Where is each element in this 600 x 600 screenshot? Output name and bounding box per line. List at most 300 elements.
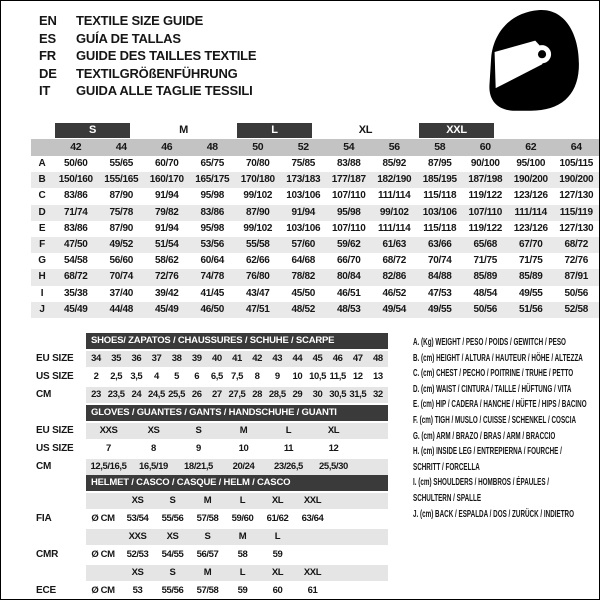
measure-cell: 67/70 bbox=[518, 238, 543, 250]
measure-cell: 99/102 bbox=[243, 222, 273, 234]
size-cell: M bbox=[203, 567, 212, 578]
measure-cell: 49/54 bbox=[382, 303, 407, 315]
legend-item bbox=[413, 444, 600, 475]
section-title: GLOVES / GUANTES / GANTS / HANDSCHUHE / GUANTI bbox=[86, 405, 388, 421]
value-cell: 55/56 bbox=[161, 585, 184, 596]
section-row bbox=[36, 441, 388, 457]
measure-cell: 68/72 bbox=[382, 255, 407, 267]
row-label: CM bbox=[36, 389, 52, 400]
legend-line: C. (cm) CHEST / PECHO / POITRINE / TRUHE / PETTO bbox=[413, 368, 574, 380]
measure-cell: 95/100 bbox=[516, 158, 546, 169]
value-cell: 30 bbox=[312, 389, 323, 400]
measure-cell: 70/80 bbox=[245, 158, 270, 169]
unit-cell: Ø CM bbox=[91, 549, 115, 560]
size-cell: XL bbox=[271, 567, 284, 578]
size-cell: 52 bbox=[297, 141, 309, 153]
measure-cell: 68/72 bbox=[564, 238, 589, 250]
row-values bbox=[86, 583, 388, 599]
size-band-xxl: XXL bbox=[419, 123, 494, 138]
measure-cell: 51/54 bbox=[154, 238, 179, 250]
measure-cell: 123/126 bbox=[513, 222, 548, 234]
measure-cell: 185/195 bbox=[422, 174, 457, 186]
row-label: US SIZE bbox=[36, 443, 74, 454]
measure-cell: 155/165 bbox=[104, 174, 139, 186]
measure-cell: 190/200 bbox=[513, 174, 548, 186]
size-cell: 54 bbox=[343, 141, 355, 153]
value-cell: 38 bbox=[171, 353, 182, 364]
unit-cell bbox=[86, 493, 120, 509]
measure-cell: 64/68 bbox=[291, 255, 316, 267]
measure-cell: 55/65 bbox=[109, 158, 134, 169]
value-cell: 44 bbox=[292, 353, 303, 364]
helmet-values-row-fia bbox=[36, 511, 388, 527]
value-cell: 30,5 bbox=[329, 389, 347, 400]
value-cell: 24,5 bbox=[148, 389, 165, 400]
measure-cell: 68/72 bbox=[63, 271, 88, 283]
size-cell: XS bbox=[166, 531, 179, 542]
value-cell: 53 bbox=[132, 585, 143, 596]
measure-cell: 170/180 bbox=[240, 174, 275, 186]
measure-cell: 111/114 bbox=[514, 206, 547, 218]
value-cell: 25,5/30 bbox=[319, 461, 348, 472]
size-cell: XS bbox=[131, 495, 144, 506]
language-code: FR bbox=[39, 48, 56, 63]
size-cell: 48 bbox=[206, 141, 218, 153]
size-cell: L bbox=[239, 495, 246, 506]
legend-line: H. (cm) INSIDE LEG / ENTREPIERNA / FOURCHE / bbox=[413, 446, 562, 458]
legend-line: G. (cm) ARM / BRAZO / BRAS / ARM / BRACCIO bbox=[413, 430, 556, 442]
value-cell: 59 bbox=[237, 585, 248, 596]
value-cell: 7 bbox=[106, 443, 111, 454]
guide-title-en: TEXTILE SIZE GUIDE bbox=[76, 13, 204, 28]
value-cell: 56/57 bbox=[196, 549, 219, 560]
measure-cell: 119/122 bbox=[468, 190, 502, 202]
size-cell: 56 bbox=[388, 141, 400, 153]
measure-cell: 85/92 bbox=[382, 158, 407, 169]
measure-cell: 84/88 bbox=[427, 271, 452, 283]
unit-cell bbox=[86, 565, 120, 581]
row-values bbox=[86, 459, 388, 475]
measure-cell: 123/126 bbox=[513, 190, 548, 202]
value-cell: 10,5 bbox=[309, 371, 326, 382]
measure-cell: 90/100 bbox=[470, 158, 500, 169]
measure-cell: 71/75 bbox=[473, 255, 498, 267]
size-cell: S bbox=[204, 531, 211, 542]
measure-cell: 49/52 bbox=[109, 238, 134, 250]
measure-row-g bbox=[31, 253, 599, 269]
measure-cell: 177/187 bbox=[331, 174, 366, 186]
measure-cell: 48/52 bbox=[291, 303, 316, 315]
value-cell: 27,5 bbox=[228, 389, 246, 400]
value-cell: 24 bbox=[131, 389, 142, 400]
value-cell: 12 bbox=[328, 443, 339, 454]
size-cell: XXL bbox=[303, 567, 322, 578]
helmet-values-row-ece bbox=[36, 583, 388, 599]
row-values bbox=[86, 493, 388, 509]
helmet-sizes-row bbox=[36, 529, 388, 545]
measure-cell: 62/66 bbox=[245, 255, 270, 267]
value-cell: XS bbox=[147, 425, 160, 436]
measure-cell: 95/98 bbox=[200, 222, 225, 234]
value-cell: S bbox=[195, 425, 202, 436]
measure-cell: 70/74 bbox=[427, 255, 452, 267]
section-title: HELMET / CASCO / CASQUE / HELM / CASCO bbox=[86, 475, 388, 491]
value-cell: 23 bbox=[91, 389, 101, 400]
measure-cell: 107/110 bbox=[468, 206, 502, 218]
measure-cell: 56/60 bbox=[109, 255, 134, 267]
value-cell: 43 bbox=[272, 353, 283, 364]
guide-title-de: TEXTILGRÖßENFÜHRUNG bbox=[76, 65, 238, 81]
measure-cell: 83/86 bbox=[63, 222, 88, 234]
measure-cell: 47/51 bbox=[245, 303, 270, 315]
size-cell: L bbox=[239, 567, 246, 578]
value-cell: 61 bbox=[307, 585, 318, 596]
measure-cell: 190/200 bbox=[559, 174, 594, 186]
value-cell: 9 bbox=[274, 371, 280, 382]
row-values bbox=[86, 529, 388, 545]
measure-cell: 79/82 bbox=[154, 206, 179, 218]
measure-cell: 78/82 bbox=[291, 271, 316, 283]
row-label: A bbox=[38, 158, 46, 169]
measure-cell: 85/89 bbox=[473, 271, 498, 283]
size-band-l: L bbox=[237, 123, 312, 138]
measure-cell: 87/90 bbox=[109, 190, 134, 202]
legend-line: A. (Kg) WEIGHT / PESO / POIDS / GEWITCH / PESO bbox=[413, 337, 566, 348]
value-cell: 28,5 bbox=[268, 389, 286, 400]
value-cell: 7,5 bbox=[230, 371, 243, 382]
size-cell: XL bbox=[271, 495, 284, 506]
value-cell: 6,5 bbox=[210, 371, 223, 382]
language-row bbox=[39, 12, 256, 30]
measure-cell: 49/55 bbox=[518, 287, 543, 299]
value-cell: 8 bbox=[151, 443, 156, 454]
measure-cell: 49/55 bbox=[427, 303, 452, 315]
legend-line: I. (cm) SHOULDERS / HOMBROS / ÉPAULES / bbox=[413, 477, 550, 489]
value-cell: 40 bbox=[211, 353, 222, 364]
language-row bbox=[39, 82, 256, 100]
measure-cell: 46/51 bbox=[336, 287, 361, 299]
row-label: FIA bbox=[36, 513, 52, 524]
measure-cell: 47/50 bbox=[63, 238, 88, 250]
measure-cell: 160/170 bbox=[149, 174, 184, 186]
value-cell: 23/26,5 bbox=[274, 461, 303, 472]
measure-cell: 46/52 bbox=[382, 287, 407, 299]
measure-cell: 127/130 bbox=[559, 190, 594, 202]
measure-cell: 87/95 bbox=[427, 158, 452, 169]
guide-title-fr: GUIDE DES TAILLES TEXTILE bbox=[76, 48, 257, 63]
measure-cell: 80/84 bbox=[336, 271, 361, 283]
row-label: CMR bbox=[36, 549, 59, 560]
value-cell: 37 bbox=[151, 353, 162, 364]
measure-cell: 95/98 bbox=[200, 190, 225, 202]
measure-cell: 70/74 bbox=[109, 271, 134, 283]
measure-cell: 99/102 bbox=[379, 206, 409, 218]
row-values bbox=[86, 441, 388, 457]
measure-cell: 50/60 bbox=[63, 158, 88, 169]
unit-cell: Ø CM bbox=[91, 513, 115, 524]
measure-row-h bbox=[31, 269, 599, 285]
measure-cell: 59/62 bbox=[336, 238, 361, 250]
measure-cell: 182/190 bbox=[377, 174, 412, 186]
measure-cell: 74/78 bbox=[200, 271, 225, 283]
size-cell: XXL bbox=[303, 495, 322, 506]
measure-cell: 75/85 bbox=[291, 158, 316, 169]
legend-item bbox=[413, 366, 600, 382]
value-cell: 10 bbox=[292, 371, 303, 382]
size-cell: M bbox=[238, 531, 247, 542]
measure-cell: 72/76 bbox=[564, 255, 589, 267]
row-label: D bbox=[38, 206, 46, 218]
size-cell: 58 bbox=[434, 141, 446, 153]
value-cell: 23,5 bbox=[107, 389, 125, 400]
legend-line: D. (cm) WAIST / CINTURA / TAILLE / HÜFTUNG / VITA bbox=[413, 383, 572, 395]
measure-cell: 76/80 bbox=[245, 271, 270, 283]
measure-cell: 103/106 bbox=[286, 222, 321, 234]
value-cell: 53/54 bbox=[126, 513, 149, 524]
measure-row-a bbox=[31, 156, 599, 172]
value-cell: 63/64 bbox=[301, 513, 324, 524]
value-cell: 32 bbox=[373, 389, 383, 400]
measure-cell: 63/66 bbox=[427, 238, 452, 250]
language-row bbox=[39, 30, 256, 48]
measure-cell: 87/91 bbox=[564, 271, 589, 283]
legend-item bbox=[413, 413, 600, 429]
value-cell: M bbox=[239, 425, 248, 436]
measure-cell: 46/50 bbox=[200, 303, 225, 315]
value-cell: 8 bbox=[254, 371, 260, 382]
legend-line: SCHRITT / FORCELLA bbox=[413, 461, 480, 473]
size-band-m: M bbox=[179, 124, 188, 136]
measure-cell: 115/118 bbox=[423, 222, 457, 234]
measure-cell: 127/130 bbox=[559, 222, 594, 234]
measure-cell: 83/86 bbox=[63, 190, 88, 202]
measure-cell: 72/76 bbox=[154, 271, 179, 283]
row-label: ECE bbox=[36, 585, 56, 596]
helmet-sizes-row bbox=[36, 493, 388, 509]
row-label bbox=[36, 493, 86, 509]
value-cell: 9 bbox=[196, 443, 201, 454]
measure-cell: 60/64 bbox=[200, 255, 225, 267]
language-code: ES bbox=[39, 30, 56, 46]
value-cell: L bbox=[285, 425, 292, 436]
measure-row-b bbox=[31, 172, 599, 188]
row-label bbox=[31, 139, 53, 156]
helmet-size-table bbox=[36, 475, 388, 599]
row-label: H bbox=[38, 271, 46, 283]
measure-cell: 119/122 bbox=[468, 222, 502, 234]
value-cell: 57/58 bbox=[196, 513, 219, 524]
helmet-values-row-cmr bbox=[36, 547, 388, 563]
value-cell: 6 bbox=[194, 371, 200, 382]
size-cell: 50 bbox=[252, 141, 264, 153]
value-cell: 2 bbox=[93, 371, 99, 382]
row-values bbox=[86, 423, 388, 439]
measure-cell: 66/70 bbox=[336, 255, 361, 267]
measure-cell: 75/78 bbox=[109, 206, 134, 218]
value-cell: 29 bbox=[292, 389, 303, 400]
value-cell: 16,5/19 bbox=[139, 461, 168, 472]
row-label bbox=[36, 565, 86, 581]
row-label: CM bbox=[36, 461, 52, 472]
measure-row-i bbox=[31, 286, 599, 302]
measure-cell: 91/94 bbox=[154, 190, 179, 202]
legend-item bbox=[413, 429, 600, 445]
language-title-list bbox=[39, 12, 256, 100]
value-cell: 27 bbox=[211, 389, 222, 400]
value-cell: 2,5 bbox=[110, 371, 123, 382]
language-row bbox=[39, 65, 256, 83]
value-cell: 39 bbox=[191, 353, 202, 364]
measure-cell: 165/175 bbox=[195, 174, 230, 186]
measure-cell: 71/74 bbox=[63, 206, 88, 218]
measure-cell: 103/106 bbox=[422, 206, 457, 218]
row-values bbox=[86, 511, 388, 527]
measure-cell: 45/49 bbox=[154, 303, 179, 315]
row-values bbox=[86, 565, 388, 581]
section-row bbox=[36, 387, 388, 403]
size-cell: 60 bbox=[479, 141, 491, 153]
measure-cell: 82/86 bbox=[382, 271, 407, 283]
language-code: IT bbox=[39, 83, 51, 98]
measure-cell: 91/94 bbox=[291, 206, 316, 218]
section-title: SHOES/ ZAPATOS / CHAUSSURES / SCHUHE / SCARPE bbox=[86, 333, 388, 349]
value-cell: 28 bbox=[252, 389, 263, 400]
measure-cell: 37/40 bbox=[109, 287, 134, 299]
measure-cell: 35/38 bbox=[63, 287, 88, 299]
value-cell: 41 bbox=[232, 353, 242, 364]
unit-cell: Ø CM bbox=[91, 585, 115, 596]
size-cell: L bbox=[274, 531, 281, 542]
measure-cell: 107/110 bbox=[332, 190, 366, 202]
value-cell: 20/24 bbox=[232, 461, 255, 472]
measure-row-c bbox=[31, 188, 599, 204]
value-cell: 10 bbox=[238, 443, 249, 454]
size-cell: 44 bbox=[115, 141, 127, 153]
guide-title-es: GUÍA DE TALLAS bbox=[76, 30, 181, 46]
size-cell: 42 bbox=[70, 141, 82, 153]
row-values bbox=[86, 547, 388, 563]
row-values bbox=[86, 387, 388, 403]
size-cell: XXS bbox=[128, 531, 147, 542]
measure-cell: 150/160 bbox=[58, 174, 93, 186]
value-cell: 18/21,5 bbox=[184, 461, 213, 472]
measure-cell: 45/50 bbox=[291, 287, 316, 299]
value-cell: 25,5 bbox=[168, 389, 186, 400]
legend-item bbox=[413, 351, 600, 367]
size-cell: XS bbox=[131, 567, 144, 578]
measure-cell: 39/42 bbox=[154, 287, 179, 299]
measure-cell: 43/47 bbox=[245, 287, 270, 299]
language-code: DE bbox=[39, 65, 57, 81]
value-cell: 61/62 bbox=[266, 513, 289, 524]
size-cell bbox=[295, 529, 330, 545]
measure-cell: 107/110 bbox=[332, 222, 366, 234]
value-cell bbox=[295, 547, 330, 563]
measure-cell: 99/102 bbox=[243, 190, 273, 202]
measure-cell: 95/98 bbox=[336, 206, 361, 218]
racing-helmet-icon bbox=[483, 9, 583, 113]
size-cell: M bbox=[203, 495, 212, 506]
value-cell: 13 bbox=[373, 371, 383, 382]
measure-cell: 41/45 bbox=[200, 287, 225, 299]
measure-cell: 45/49 bbox=[63, 303, 88, 315]
size-cell: S bbox=[169, 567, 176, 578]
value-cell: 60 bbox=[272, 585, 283, 596]
value-cell: XL bbox=[327, 425, 340, 436]
language-row bbox=[39, 47, 256, 65]
value-cell: 4 bbox=[154, 371, 159, 382]
value-cell: 35 bbox=[111, 353, 122, 364]
row-label: EU SIZE bbox=[36, 425, 74, 436]
shoes-size-table bbox=[36, 333, 388, 403]
measure-cell: 50/56 bbox=[564, 287, 589, 299]
measure-cell: 55/58 bbox=[245, 238, 270, 250]
measure-cell: 60/70 bbox=[154, 158, 179, 169]
row-label: I bbox=[40, 287, 44, 299]
row-label: C bbox=[38, 190, 46, 202]
size-band-xl: XL bbox=[358, 124, 373, 136]
value-cell: 59/60 bbox=[231, 513, 254, 524]
measure-cell: 115/118 bbox=[423, 190, 457, 202]
row-label: B bbox=[38, 174, 46, 186]
value-cell: 48 bbox=[373, 353, 383, 364]
measure-cell: 103/106 bbox=[286, 190, 321, 202]
row-label: G bbox=[38, 255, 46, 267]
measure-cell: 54/58 bbox=[63, 255, 88, 267]
row-label: F bbox=[39, 238, 45, 250]
value-cell: 12,5/16,5 bbox=[90, 461, 127, 472]
size-number-row bbox=[31, 139, 599, 156]
legend-item bbox=[413, 335, 600, 351]
measure-cell: 53/56 bbox=[200, 238, 225, 250]
section-row bbox=[36, 369, 388, 385]
measure-cell: 87/90 bbox=[245, 206, 270, 218]
value-cell: 46 bbox=[332, 353, 343, 364]
value-cell: 26 bbox=[191, 389, 202, 400]
section-row bbox=[36, 423, 388, 439]
language-code: EN bbox=[39, 13, 57, 28]
guide-title-it: GUIDA ALLE TAGLIE TESSILI bbox=[76, 83, 253, 98]
value-cell: 45 bbox=[312, 353, 323, 364]
helmet-sizes-row bbox=[36, 565, 388, 581]
measure-cell: 105/115 bbox=[559, 158, 593, 169]
measure-cell: 83/86 bbox=[200, 206, 225, 218]
measure-cell: 61/63 bbox=[382, 238, 407, 250]
value-cell: XXS bbox=[99, 425, 118, 436]
section-row bbox=[36, 351, 388, 367]
measure-cell: 71/75 bbox=[518, 255, 543, 267]
measure-cell: 83/88 bbox=[336, 158, 361, 169]
row-label: EU SIZE bbox=[36, 353, 74, 364]
measure-cell: 187/198 bbox=[468, 174, 503, 186]
size-cell: 46 bbox=[161, 141, 173, 153]
legend-line: SCHULTERN / SPALLE bbox=[413, 492, 482, 504]
measure-row-j bbox=[31, 302, 599, 318]
legend-item bbox=[413, 382, 600, 398]
value-cell: 55/56 bbox=[161, 513, 184, 524]
measure-row-d bbox=[31, 205, 599, 221]
row-label: E bbox=[38, 222, 46, 234]
legend-item bbox=[413, 475, 600, 506]
row-label bbox=[36, 529, 86, 545]
measure-cell: 48/54 bbox=[473, 287, 498, 299]
size-cell: 64 bbox=[570, 141, 582, 153]
value-cell: 34 bbox=[91, 353, 101, 364]
row-values bbox=[86, 351, 388, 367]
legend-item bbox=[413, 507, 600, 523]
value-cell: 57/58 bbox=[196, 585, 219, 596]
band-spacer bbox=[508, 123, 554, 139]
